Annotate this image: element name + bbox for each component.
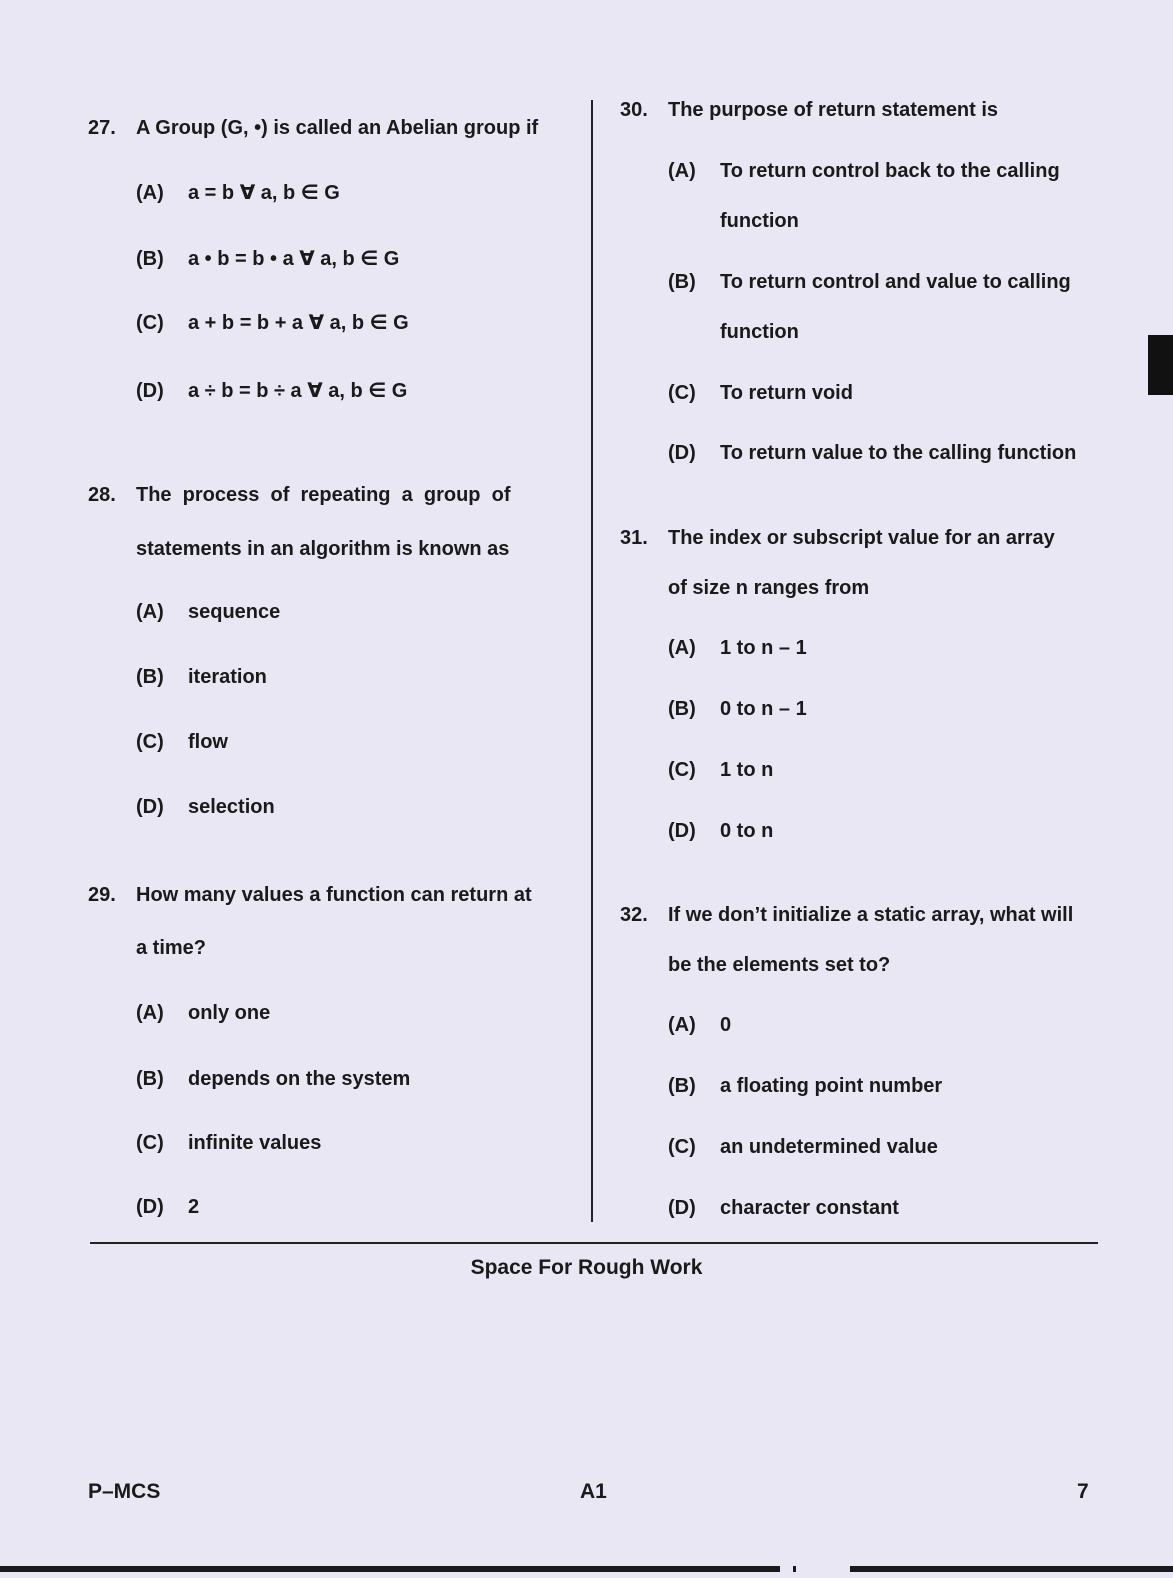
option-text: depends on the system xyxy=(188,1068,411,1090)
option-29b xyxy=(136,1068,410,1091)
option-label: (D) xyxy=(136,796,164,818)
option-label: (C) xyxy=(668,382,696,404)
option-29c xyxy=(136,1132,321,1155)
option-label: (A) xyxy=(136,182,164,204)
option-27d xyxy=(136,378,407,403)
option-text: 0 to n xyxy=(720,820,774,842)
option-label: (D) xyxy=(136,380,164,402)
question-number: 28. xyxy=(88,484,116,506)
option-text: a ÷ b = b ÷ a ∀ a, b ∈ G xyxy=(188,380,408,402)
question-text: The purpose of return statement is xyxy=(668,99,999,121)
question-number: 29. xyxy=(88,884,116,906)
bottom-bar-left xyxy=(0,1566,780,1572)
option-label: (D) xyxy=(668,442,696,464)
rough-work-divider xyxy=(90,1242,1098,1244)
edge-tab-marker xyxy=(1148,335,1173,395)
option-text: To return control and value to calling xyxy=(720,271,1071,293)
option-text: 0 xyxy=(720,1014,732,1036)
option-27a xyxy=(136,180,340,205)
option-text: 0 to n – 1 xyxy=(720,698,807,720)
option-text: character constant xyxy=(720,1197,899,1219)
option-29d xyxy=(136,1196,199,1219)
option-28d xyxy=(136,796,275,819)
option-label: (C) xyxy=(136,731,164,753)
option-text: a floating point number xyxy=(720,1075,943,1097)
option-label: (B) xyxy=(668,698,696,720)
option-label: (A) xyxy=(668,637,696,659)
question-text-line1: How many values a function can return at xyxy=(136,884,532,906)
option-label: (A) xyxy=(668,160,696,182)
option-30a-line2: function xyxy=(720,210,799,232)
question-number: 30. xyxy=(620,99,648,121)
option-label: (C) xyxy=(136,312,164,334)
option-label: (C) xyxy=(136,1132,164,1154)
option-31c xyxy=(668,759,773,782)
option-text: 2 xyxy=(188,1196,200,1218)
option-30a xyxy=(668,160,1060,183)
option-30d xyxy=(668,442,1076,465)
question-text-line1: The index or subscript value for an array xyxy=(668,527,1055,549)
page-number: 7 xyxy=(1077,1480,1089,1503)
option-label: (D) xyxy=(136,1196,164,1218)
option-text: To return void xyxy=(720,382,853,404)
option-text: 1 to n xyxy=(720,759,774,781)
option-text: iteration xyxy=(188,666,267,688)
footer-code: P–MCS xyxy=(88,1480,161,1503)
option-label: (D) xyxy=(668,820,696,842)
option-27b xyxy=(136,246,399,271)
option-32a xyxy=(668,1014,731,1037)
question-number: 31. xyxy=(620,527,648,549)
column-divider xyxy=(591,100,593,1222)
option-text: a + b = b + a ∀ a, b ∈ G xyxy=(188,312,409,334)
footer-series: A1 xyxy=(580,1480,607,1503)
option-30b xyxy=(668,271,1071,294)
question-number: 32. xyxy=(620,904,648,926)
option-text: sequence xyxy=(188,601,281,623)
option-label: (B) xyxy=(136,666,164,688)
option-label: (B) xyxy=(136,248,164,270)
rough-work-heading: Space For Rough Work xyxy=(470,1256,703,1279)
question-number: 27. xyxy=(88,117,116,139)
option-label: (C) xyxy=(668,1136,696,1158)
option-text: only one xyxy=(188,1002,271,1024)
option-text: selection xyxy=(188,796,275,818)
option-label: (A) xyxy=(136,1002,164,1024)
question-text-line1: If we don’t initialize a static array, what will xyxy=(668,904,1074,926)
option-32b xyxy=(668,1075,942,1098)
option-text: infinite values xyxy=(188,1132,322,1154)
question-29-line2: a time? xyxy=(136,937,207,959)
option-text: 1 to n – 1 xyxy=(720,637,807,659)
option-30b-line2: function xyxy=(720,321,799,343)
option-label: (C) xyxy=(668,759,696,781)
option-text: To return value to the calling function xyxy=(720,442,1077,464)
option-text: an undetermined value xyxy=(720,1136,938,1158)
option-32d xyxy=(668,1197,899,1220)
question-32-line2: be the elements set to? xyxy=(668,954,891,976)
option-text: a • b = b • a ∀ a, b ∈ G xyxy=(188,248,400,270)
option-29a xyxy=(136,1002,270,1025)
option-label: (B) xyxy=(136,1068,164,1090)
option-32c xyxy=(668,1136,938,1159)
option-30c xyxy=(668,382,853,405)
option-28c xyxy=(136,731,228,754)
question-text: A Group (G, •) is called an Abelian group if xyxy=(136,117,539,139)
option-label: (B) xyxy=(668,1075,696,1097)
option-label: (A) xyxy=(136,601,164,623)
option-31d xyxy=(668,820,773,843)
bottom-bar-right xyxy=(850,1566,1173,1572)
option-text: flow xyxy=(188,731,228,753)
option-label: (A) xyxy=(668,1014,696,1036)
option-28a xyxy=(136,601,280,624)
question-31-line2: of size n ranges from xyxy=(668,577,870,599)
option-31b xyxy=(668,698,807,721)
option-label: (B) xyxy=(668,271,696,293)
question-28-line2: statements in an algorithm is known as xyxy=(136,538,510,560)
option-text: To return control back to the calling xyxy=(720,160,1060,182)
option-label: (D) xyxy=(668,1197,696,1219)
question-text-line1: The process of repeating a group of xyxy=(136,484,511,506)
option-27c xyxy=(136,310,409,335)
option-text: a = b ∀ a, b ∈ G xyxy=(188,182,340,204)
option-28b xyxy=(136,666,267,689)
bottom-bar-tick xyxy=(793,1566,796,1572)
option-31a xyxy=(668,637,807,660)
